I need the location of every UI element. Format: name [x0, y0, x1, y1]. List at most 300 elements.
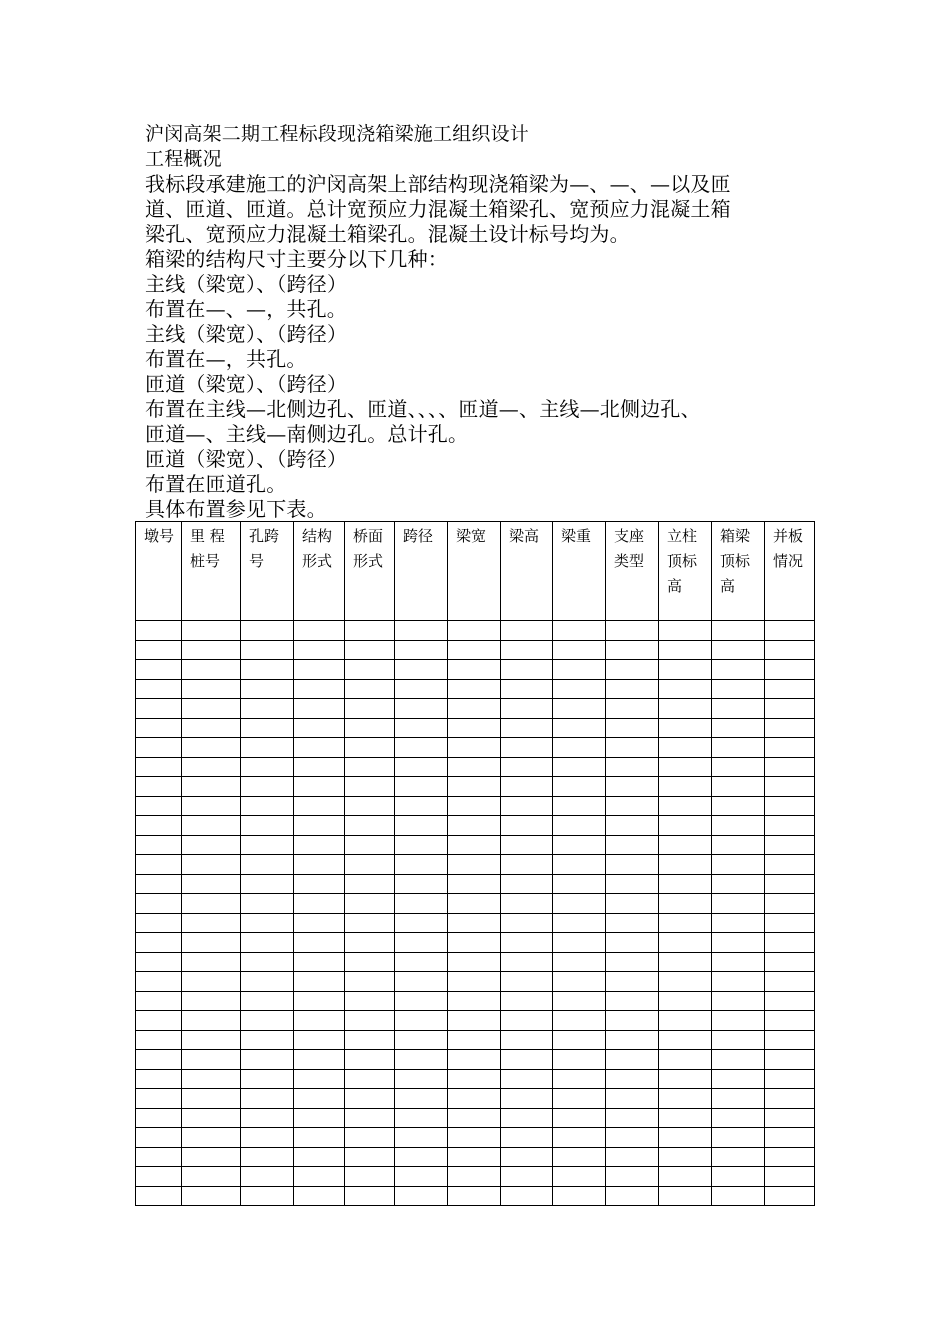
table-row [136, 796, 815, 816]
table-cell [501, 1011, 553, 1031]
table-cell [553, 894, 606, 914]
table-cell [712, 1128, 765, 1148]
column-header: 孔跨号 [241, 522, 294, 621]
table-row [136, 913, 815, 933]
table-cell [765, 991, 815, 1011]
table-cell [448, 679, 501, 699]
table-cell [765, 1050, 815, 1070]
table-cell [712, 894, 765, 914]
table-cell [712, 855, 765, 875]
table-cell [345, 952, 395, 972]
table-cell [448, 952, 501, 972]
table-cell [448, 777, 501, 797]
table-cell [448, 1030, 501, 1050]
table-cell [448, 738, 501, 758]
column-header: 支座类型 [606, 522, 659, 621]
table-cell [448, 1186, 501, 1206]
table-cell [659, 972, 712, 992]
table-cell [501, 874, 553, 894]
table-cell [345, 757, 395, 777]
table-cell [553, 777, 606, 797]
table-cell [136, 1108, 182, 1128]
table-cell [712, 991, 765, 1011]
table-cell [345, 718, 395, 738]
table-cell [241, 640, 294, 660]
table-cell [765, 913, 815, 933]
table-cell [182, 933, 241, 953]
paragraph-line: 布置在匝道孔。 [145, 472, 287, 496]
column-header: 箱梁顶标高 [712, 522, 765, 621]
table-cell [765, 933, 815, 953]
table-cell [241, 1167, 294, 1187]
table-cell [712, 933, 765, 953]
table-cell [182, 777, 241, 797]
table-cell [395, 855, 448, 875]
table-row [136, 1011, 815, 1031]
column-header: 墩号 [136, 522, 182, 621]
paragraph-line: 道、匝道、匝道。总计宽预应力混凝土箱梁孔、宽预应力混凝土箱 [145, 197, 731, 221]
table-cell [606, 952, 659, 972]
table-cell [553, 972, 606, 992]
table-cell [501, 1030, 553, 1050]
table-cell [182, 1186, 241, 1206]
table-cell [182, 894, 241, 914]
table-cell [182, 1167, 241, 1187]
paragraph-line: 匝道（梁宽）、（跨径） [145, 372, 348, 396]
table-cell [712, 718, 765, 738]
table-cell [136, 991, 182, 1011]
table-cell [345, 796, 395, 816]
table-cell [553, 699, 606, 719]
table-cell [136, 816, 182, 836]
table-cell [345, 1186, 395, 1206]
table-cell [501, 1147, 553, 1167]
table-cell [501, 835, 553, 855]
table-cell [501, 718, 553, 738]
table-cell [606, 1050, 659, 1070]
table-cell [182, 1147, 241, 1167]
table-cell [448, 1167, 501, 1187]
table-cell [448, 1108, 501, 1128]
table-cell [182, 1089, 241, 1109]
table-row [136, 1147, 815, 1167]
table-cell [501, 894, 553, 914]
table-row [136, 1089, 815, 1109]
table-cell [182, 952, 241, 972]
table-cell [241, 699, 294, 719]
table-cell [136, 972, 182, 992]
table-cell [765, 894, 815, 914]
paragraph-line: 布置在—，共孔。 [145, 347, 307, 371]
table-cell [395, 874, 448, 894]
table-cell [765, 796, 815, 816]
table-row [136, 679, 815, 699]
table-cell [395, 1167, 448, 1187]
table-cell [712, 1050, 765, 1070]
table-cell [606, 1128, 659, 1148]
table-cell [553, 913, 606, 933]
table-header-row [136, 522, 815, 621]
table-row [136, 972, 815, 992]
table-cell [501, 933, 553, 953]
table-cell [659, 913, 712, 933]
table-cell [553, 1030, 606, 1050]
table-cell [448, 640, 501, 660]
table-cell [712, 621, 765, 641]
table-cell [241, 933, 294, 953]
table-cell [345, 1089, 395, 1109]
table-cell [448, 991, 501, 1011]
table-cell [712, 1030, 765, 1050]
table-cell [659, 1108, 712, 1128]
table-cell [345, 1147, 395, 1167]
table-cell [294, 699, 345, 719]
table-cell [294, 913, 345, 933]
table-cell [395, 660, 448, 680]
table-cell [501, 1108, 553, 1128]
section-heading: 工程概况 [145, 148, 222, 170]
table-cell [448, 1089, 501, 1109]
table-cell [659, 1011, 712, 1031]
table-cell [765, 660, 815, 680]
table-cell [659, 1167, 712, 1187]
table-cell [712, 1069, 765, 1089]
table-cell [765, 1167, 815, 1187]
table-cell [553, 796, 606, 816]
paragraph-line: 主线（梁宽）、（跨径） [145, 322, 348, 346]
table-cell [659, 874, 712, 894]
table-cell [395, 796, 448, 816]
table-row [136, 621, 815, 641]
table-cell [553, 1128, 606, 1148]
table-cell [395, 972, 448, 992]
table-cell [712, 1011, 765, 1031]
table-cell [294, 1011, 345, 1031]
table-cell [765, 972, 815, 992]
table-row [136, 816, 815, 836]
table-cell [501, 796, 553, 816]
table-cell [241, 718, 294, 738]
table-cell [448, 660, 501, 680]
table-cell [241, 738, 294, 758]
table-cell [553, 1186, 606, 1206]
table-cell [448, 855, 501, 875]
paragraph-line: 匝道（梁宽）、（跨径） [145, 447, 348, 471]
table-cell [294, 1030, 345, 1050]
table-cell [182, 699, 241, 719]
table-cell [294, 796, 345, 816]
table-cell [606, 796, 659, 816]
table-cell [606, 679, 659, 699]
table-cell [395, 621, 448, 641]
table-cell [659, 835, 712, 855]
table-cell [553, 1108, 606, 1128]
table-cell [294, 1186, 345, 1206]
table-cell [136, 1128, 182, 1148]
table-cell [553, 874, 606, 894]
table-cell [345, 777, 395, 797]
table-cell [606, 1030, 659, 1050]
table-cell [345, 933, 395, 953]
table-cell [606, 1167, 659, 1187]
table-cell [553, 816, 606, 836]
table-cell [448, 874, 501, 894]
table-cell [182, 1030, 241, 1050]
table-cell [136, 679, 182, 699]
table-cell [136, 699, 182, 719]
table-cell [345, 816, 395, 836]
table-cell [659, 933, 712, 953]
table-cell [712, 972, 765, 992]
table-cell [765, 952, 815, 972]
table-cell [241, 1108, 294, 1128]
table-cell [136, 1186, 182, 1206]
table-cell [553, 933, 606, 953]
table-cell [294, 777, 345, 797]
table-cell [345, 894, 395, 914]
table-cell [553, 757, 606, 777]
table-cell [294, 1069, 345, 1089]
table-cell [395, 1128, 448, 1148]
table-cell [182, 972, 241, 992]
table-cell [136, 1147, 182, 1167]
table-cell [345, 835, 395, 855]
table-cell [182, 796, 241, 816]
table-cell [606, 874, 659, 894]
table-cell [241, 855, 294, 875]
table-cell [712, 777, 765, 797]
table-cell [606, 1147, 659, 1167]
column-header: 梁宽 [448, 522, 501, 621]
paragraph-line: 梁孔、宽预应力混凝土箱梁孔。混凝土设计标号均为。 [145, 222, 630, 246]
table-cell [765, 738, 815, 758]
table-cell [659, 991, 712, 1011]
column-header: 结构形式 [294, 522, 345, 621]
table-cell [395, 640, 448, 660]
table-cell [659, 1069, 712, 1089]
table-cell [241, 874, 294, 894]
table-cell [294, 991, 345, 1011]
table-cell [606, 718, 659, 738]
table-cell [345, 699, 395, 719]
table-cell [501, 952, 553, 972]
table-cell [501, 621, 553, 641]
table-cell [765, 621, 815, 641]
table-cell [136, 894, 182, 914]
table-cell [345, 1167, 395, 1187]
table-cell [345, 1030, 395, 1050]
table-cell [448, 1147, 501, 1167]
table-cell [501, 1128, 553, 1148]
table-cell [659, 660, 712, 680]
table-cell [501, 1089, 553, 1109]
table-cell [606, 1186, 659, 1206]
table-cell [395, 1011, 448, 1031]
table-cell [136, 640, 182, 660]
table-cell [765, 1128, 815, 1148]
table-cell [294, 1050, 345, 1070]
table-cell [294, 835, 345, 855]
table-cell [659, 1128, 712, 1148]
table-cell [765, 1011, 815, 1031]
table-cell [136, 796, 182, 816]
table-cell [553, 738, 606, 758]
table-cell [395, 933, 448, 953]
table-cell [765, 1030, 815, 1050]
table-cell [659, 1030, 712, 1050]
table-cell [501, 699, 553, 719]
table-cell [395, 699, 448, 719]
column-header: 跨径 [395, 522, 448, 621]
paragraph-line: 箱梁的结构尺寸主要分以下几种： [145, 247, 448, 271]
table-cell [448, 796, 501, 816]
table-cell [294, 933, 345, 953]
table-cell [241, 796, 294, 816]
table-row [136, 894, 815, 914]
table-row [136, 855, 815, 875]
table-cell [136, 660, 182, 680]
table-row [136, 1186, 815, 1206]
table-cell [659, 894, 712, 914]
table-cell [765, 679, 815, 699]
column-header: 里 程 桩号 [182, 522, 241, 621]
table-cell [136, 952, 182, 972]
paragraph-line: 布置在—、—，共孔。 [145, 297, 347, 321]
table-cell [606, 621, 659, 641]
table-cell [659, 640, 712, 660]
table-cell [136, 1050, 182, 1070]
table-cell [606, 1069, 659, 1089]
table-cell [294, 640, 345, 660]
table-cell [448, 972, 501, 992]
table-row [136, 1128, 815, 1148]
table-cell [659, 796, 712, 816]
table-row [136, 640, 815, 660]
table-cell [659, 621, 712, 641]
table-cell [659, 777, 712, 797]
table-cell [765, 757, 815, 777]
table-cell [553, 1011, 606, 1031]
table-cell [765, 718, 815, 738]
table-cell [241, 1186, 294, 1206]
table-cell [182, 679, 241, 699]
table-cell [501, 738, 553, 758]
table-cell [294, 738, 345, 758]
table-cell [395, 835, 448, 855]
table-cell [182, 640, 241, 660]
table-cell [712, 1167, 765, 1187]
table-cell [241, 1128, 294, 1148]
table-cell [136, 621, 182, 641]
table-cell [182, 835, 241, 855]
table-cell [712, 1147, 765, 1167]
table-cell [712, 1089, 765, 1109]
table-cell [345, 991, 395, 1011]
table-cell [765, 1089, 815, 1109]
table-cell [294, 972, 345, 992]
table-cell [136, 1167, 182, 1187]
table-cell [294, 874, 345, 894]
table-cell [553, 1069, 606, 1089]
table-cell [501, 1069, 553, 1089]
table-cell [294, 1089, 345, 1109]
table-cell [501, 1050, 553, 1070]
table-cell [765, 874, 815, 894]
table-cell [553, 952, 606, 972]
table-cell [501, 679, 553, 699]
table-cell [501, 777, 553, 797]
table-cell [606, 991, 659, 1011]
table-cell [345, 874, 395, 894]
table-row [136, 738, 815, 758]
table-cell [395, 1186, 448, 1206]
table-cell [395, 1089, 448, 1109]
table-cell [182, 660, 241, 680]
table-cell [712, 796, 765, 816]
paragraph-line: 布置在主线—北侧边孔、匝道、、、、匝道—、主线—北侧边孔、 [145, 397, 701, 421]
table-cell [294, 952, 345, 972]
table-cell [765, 835, 815, 855]
table-cell [712, 1186, 765, 1206]
table-cell [606, 835, 659, 855]
table-cell [294, 816, 345, 836]
table-cell [606, 757, 659, 777]
table-cell [553, 1147, 606, 1167]
table-row [136, 1050, 815, 1070]
table-cell [241, 1089, 294, 1109]
table-cell [294, 1108, 345, 1128]
table-cell [345, 972, 395, 992]
table-cell [448, 933, 501, 953]
table-cell [606, 640, 659, 660]
paragraph-line: 匝道—、主线—南侧边孔。总计孔。 [145, 422, 469, 446]
table-cell [606, 972, 659, 992]
table-cell [294, 757, 345, 777]
table-cell [501, 816, 553, 836]
table-cell [395, 1108, 448, 1128]
table-cell [395, 1050, 448, 1070]
table-cell [659, 816, 712, 836]
table-cell [241, 1011, 294, 1031]
table-cell [182, 621, 241, 641]
table-cell [606, 816, 659, 836]
table-cell [345, 1050, 395, 1070]
table-cell [765, 1108, 815, 1128]
table-cell [136, 1069, 182, 1089]
table-cell [553, 640, 606, 660]
table-cell [136, 933, 182, 953]
table-cell [182, 1050, 241, 1070]
table-cell [241, 913, 294, 933]
table-cell [395, 777, 448, 797]
paragraph-line: 具体布置参见下表。 [145, 497, 327, 521]
table-cell [395, 816, 448, 836]
table-cell [448, 621, 501, 641]
table-cell [182, 913, 241, 933]
table-cell [241, 621, 294, 641]
table-cell [136, 913, 182, 933]
table-cell [241, 1069, 294, 1089]
table-cell [659, 699, 712, 719]
table-cell [659, 1089, 712, 1109]
table-row [136, 1069, 815, 1089]
table-cell [659, 718, 712, 738]
table-cell [241, 660, 294, 680]
table-cell [553, 991, 606, 1011]
table-cell [241, 991, 294, 1011]
table-cell [395, 738, 448, 758]
table-cell [136, 777, 182, 797]
